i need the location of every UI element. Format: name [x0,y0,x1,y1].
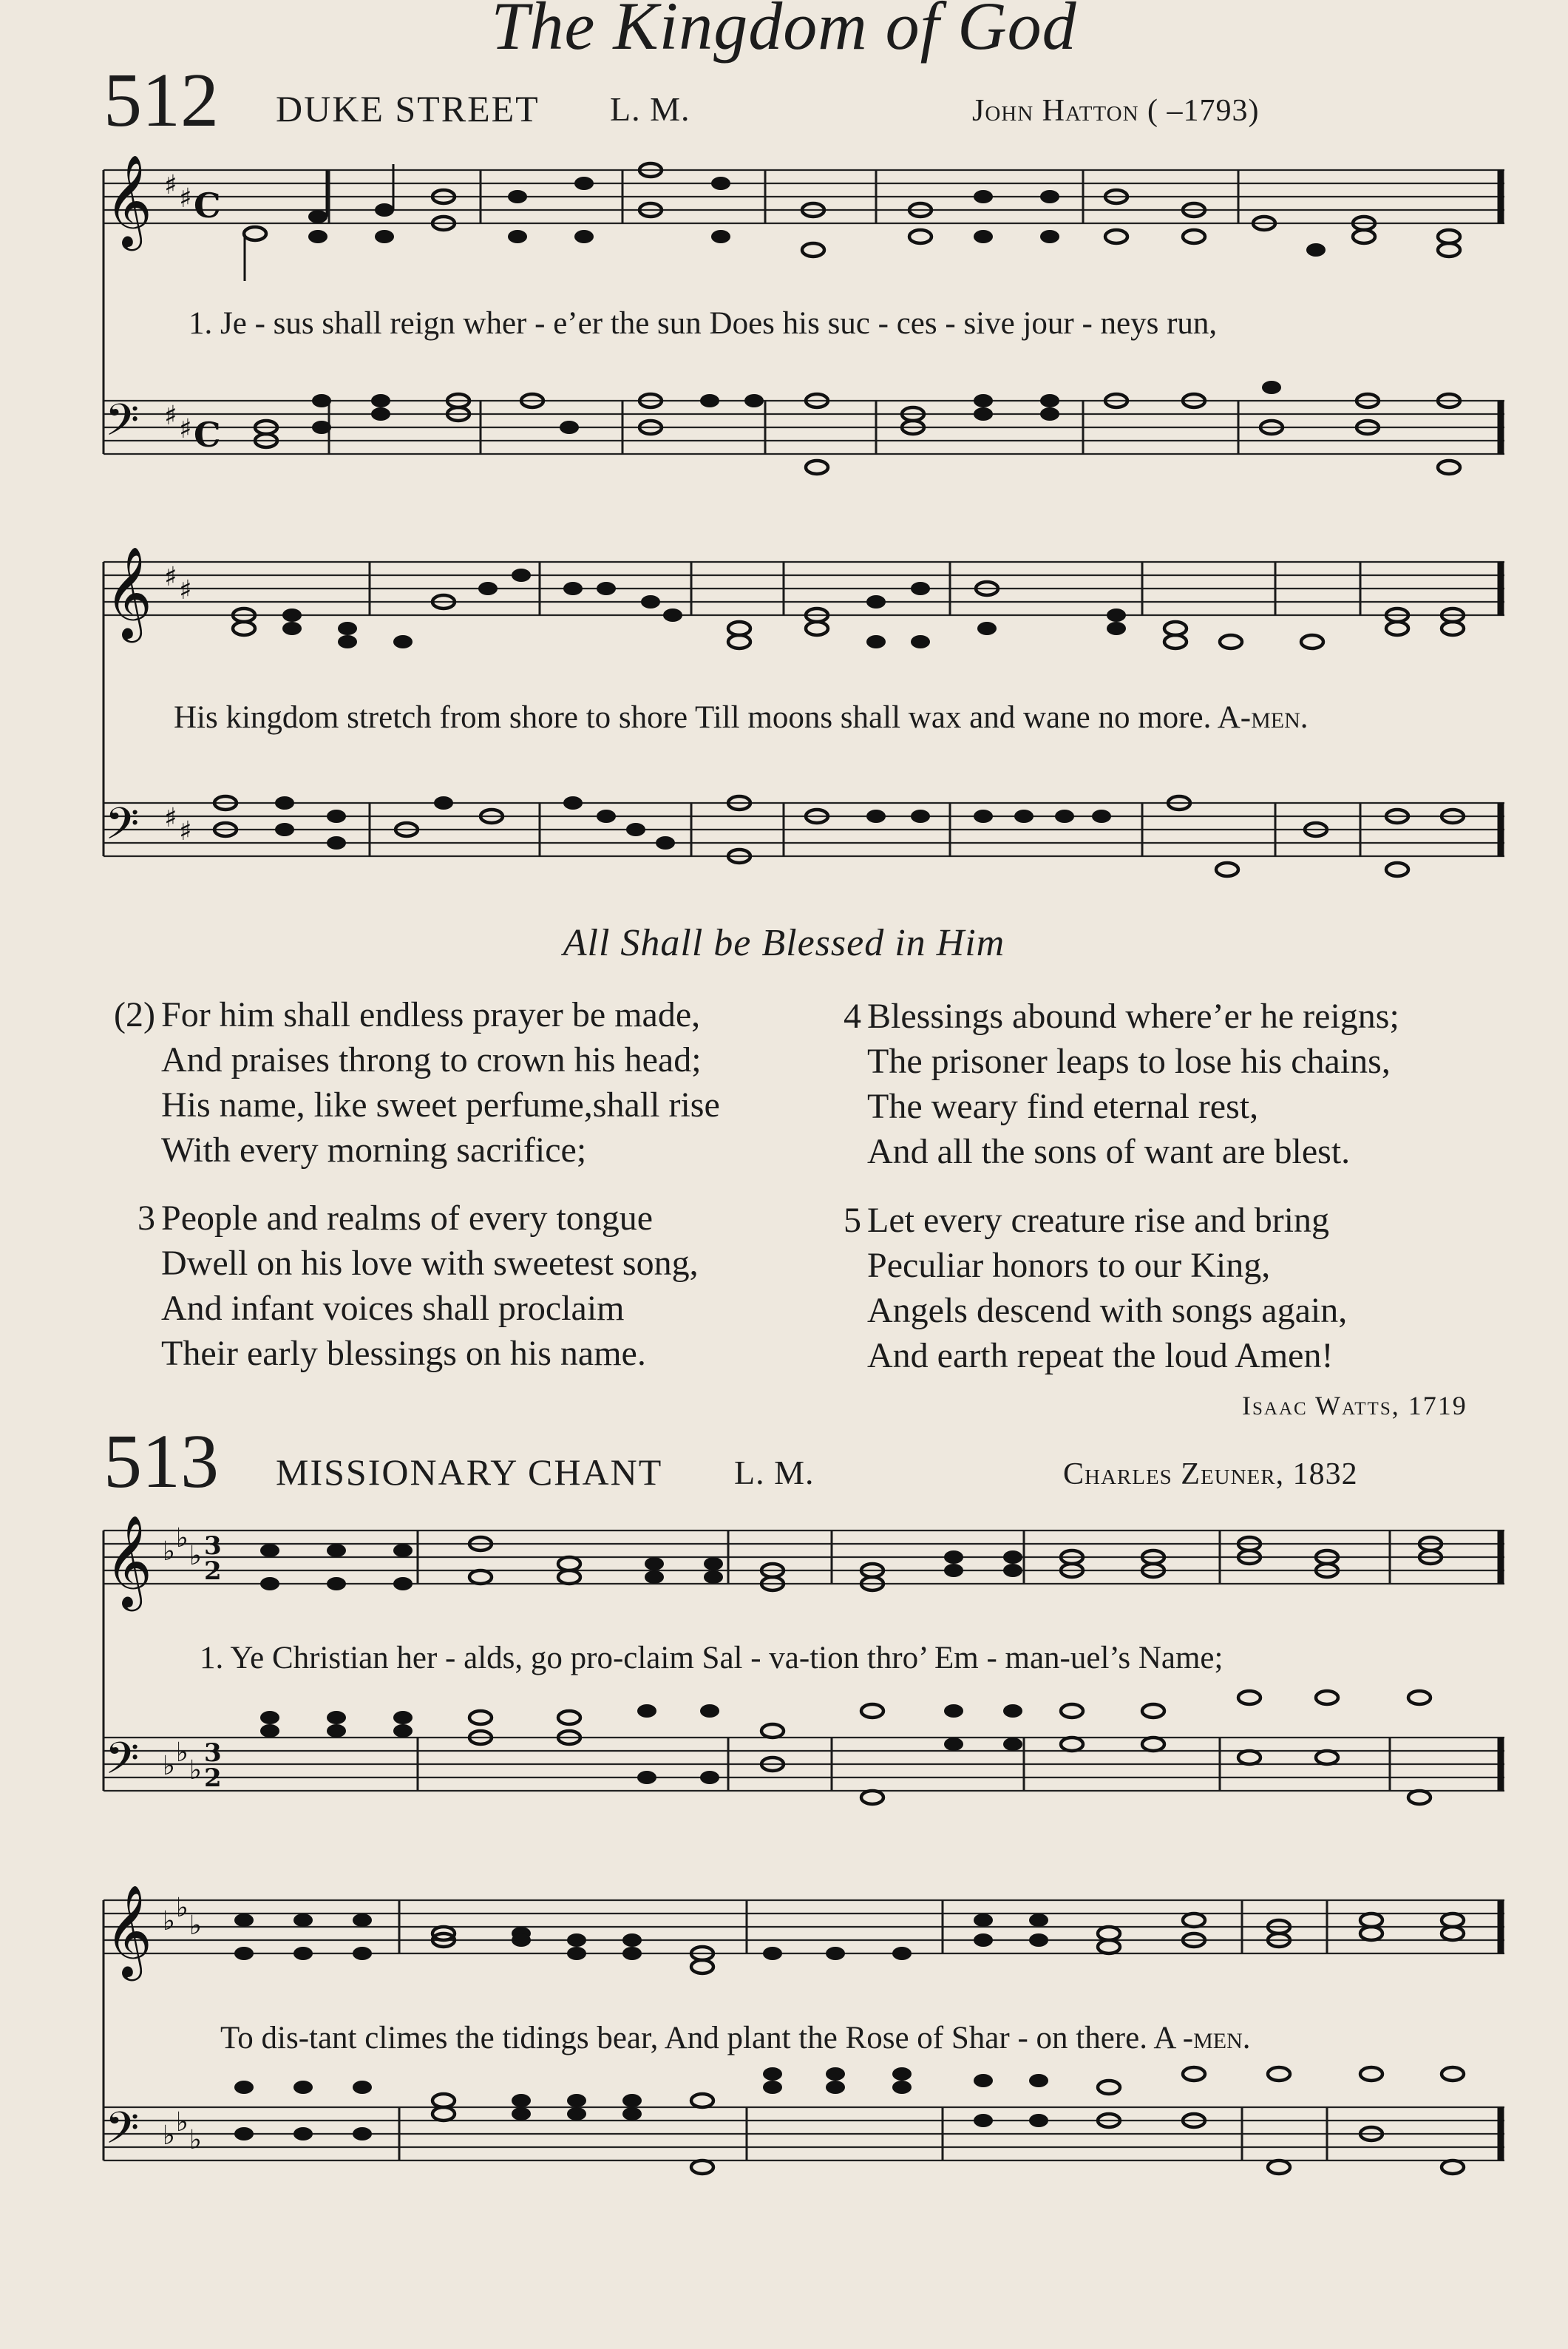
svg-text:𝄞: 𝄞 [105,1885,152,1977]
stanza-line: People and realms of every tongue [161,1199,654,1238]
svg-text:♯: ♯ [164,169,177,200]
stanza-line: For him shall endless prayer be made, [161,995,701,1034]
svg-text:♭: ♭ [163,1905,175,1936]
section-title: The Kingdom of God [491,0,1077,64]
stanza-line: Dwell on his love with sweetest song, [161,1244,699,1283]
svg-text:♭: ♭ [176,2106,189,2138]
lyric-line-513-2 [220,2020,1251,2056]
svg-text:𝄞: 𝄞 [105,1515,152,1607]
meter-513: L. M. [734,1454,815,1491]
tune-name-512: DUKE STREET [276,88,540,129]
lyric-main: His kingdom stretch from shore to shore Till moons shall wax and wane no more. A- [174,700,1252,735]
amen-text: men. [1251,700,1309,735]
svg-text:𝄢: 𝄢 [105,1732,140,1794]
svg-text:♯: ♯ [164,400,177,431]
stanza-line: The weary find eternal rest, [867,1087,1259,1126]
author-credit: Isaac Watts, 1719 [1242,1391,1467,1420]
svg-text:C: C [194,186,221,226]
stanza-2 [96,992,720,1173]
svg-text:♯: ♯ [164,802,177,833]
hymn-number-512: 512 [103,58,219,143]
lyric-main: To dis-tant climes the tidings bear, And plant the Rose of Shar - on there. A - [220,2021,1194,2055]
svg-text:𝄞: 𝄞 [105,155,152,247]
svg-text:3: 3 [204,1531,222,1561]
svg-text:C: C [194,415,221,455]
svg-text:𝄢: 𝄢 [105,798,140,860]
stanza-line: Let every creature rise and bring [867,1201,1330,1240]
stanza-number: (2) [114,995,155,1034]
stanza-line: And all the sons of want are blest. [867,1132,1351,1171]
stanza-line: Their early blessings on his name. [161,1334,646,1373]
svg-text:♯: ♯ [164,561,177,592]
svg-text:𝄞: 𝄞 [105,546,152,639]
lyric-line-513-1: 1. Ye Christian her - alds, go pro-claim Sal - va-tion thro’ Em - man-uel’s Name; [200,1641,1223,1675]
svg-text:♭: ♭ [189,1540,202,1571]
stanza-number: 3 [138,1199,155,1238]
svg-text:♭: ♭ [189,1910,202,1941]
stanza-number: 4 [844,997,861,1036]
hymn-number-513: 513 [103,1419,219,1504]
svg-text:3: 3 [204,1738,222,1768]
svg-text:♯: ♯ [179,413,192,444]
stanza-line: The prisoner leaps to lose his chains, [867,1042,1391,1081]
stanza-number: 5 [844,1201,861,1240]
stanza-5 [817,1198,1347,1378]
hymn-subtitle: All Shall be Blessed in Him [563,922,1005,964]
stanza-line: And infant voices shall proclaim [161,1289,625,1328]
svg-text:♭: ♭ [163,2120,175,2151]
svg-text:♯: ♯ [179,816,192,847]
tune-name-513: MISSIONARY CHANT [276,1451,663,1493]
svg-text:♭: ♭ [189,1755,202,1786]
stanza-line: And earth repeat the loud Amen! [867,1336,1334,1375]
stanza-line: With every morning sacrifice; [161,1131,587,1170]
stanza-line: His name, like sweet perfume,shall rise [161,1085,720,1125]
svg-text:2: 2 [204,1556,222,1586]
svg-text:2: 2 [204,1763,222,1793]
composer-512: John Hatton ( –1793) [972,94,1260,128]
svg-text:♭: ♭ [176,1522,189,1553]
lyric-line-512-1: 1. Je - sus shall reign wher - e’er the sun Does his suc - ces - sive jour - neys run, [189,306,1218,341]
lyric-line-512-2 [174,699,1309,736]
svg-text:♭: ♭ [163,1750,175,1781]
svg-text:♭: ♭ [176,1892,189,1923]
stanza-line: Angels descend with songs again, [867,1291,1348,1330]
svg-text:𝄢: 𝄢 [105,394,140,456]
meter-512: L. M. [610,90,690,128]
svg-text:♭: ♭ [189,2124,202,2155]
svg-text:♯: ♯ [179,183,192,214]
stanza-3 [96,1196,699,1376]
svg-text:♭: ♭ [176,1737,189,1768]
amen-text: men. [1193,2021,1251,2055]
svg-text:𝄢: 𝄢 [105,2102,140,2164]
svg-text:♭: ♭ [163,1536,175,1567]
stanza-4 [817,994,1399,1174]
svg-text:♯: ♯ [179,574,192,606]
stanza-line: Peculiar honors to our King, [867,1246,1271,1285]
stanza-line: Blessings abound where’er he reigns; [867,997,1399,1036]
stanza-line: And praises throng to crown his head; [161,1040,702,1079]
composer-513: Charles Zeuner, 1832 [1063,1457,1358,1491]
